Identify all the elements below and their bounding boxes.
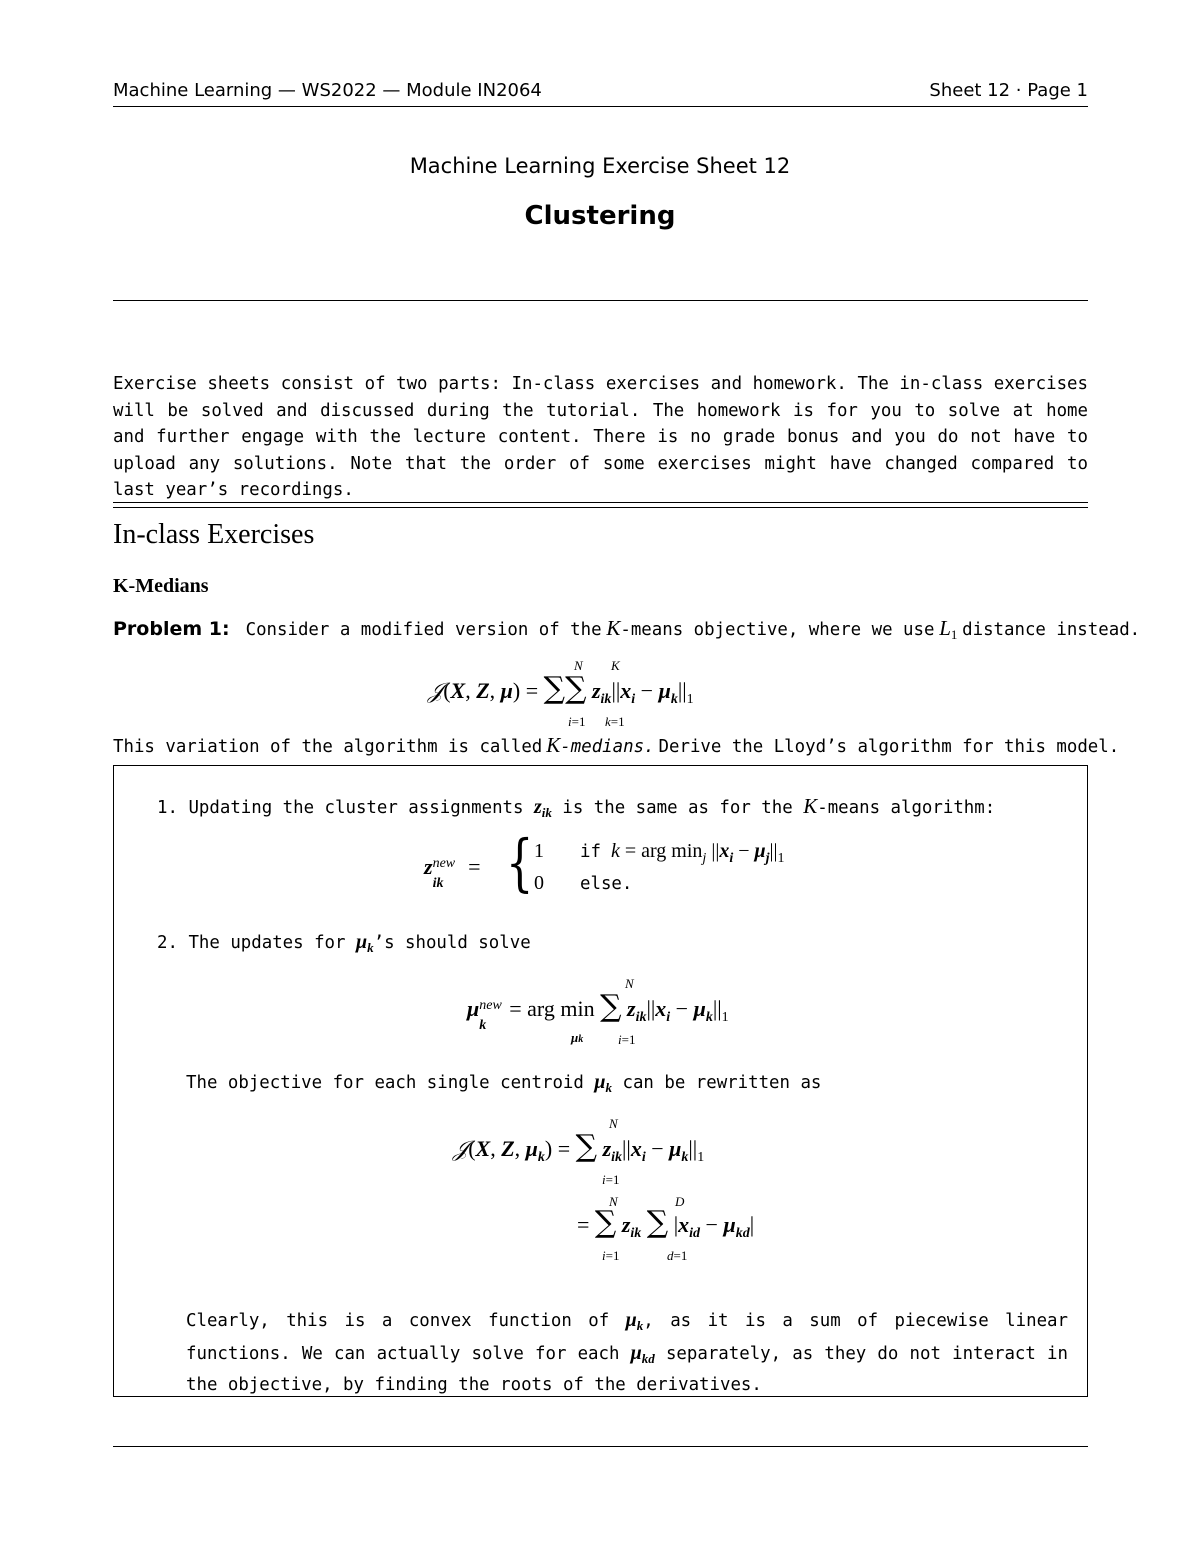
sheet-subtitle: Clustering bbox=[524, 201, 676, 231]
kmedians-after: Derive the Lloyd’s algorithm for this model. bbox=[658, 737, 1120, 757]
problem-text-after: distance instead. bbox=[962, 620, 1141, 640]
kmedians-before: This variation of the algorithm is called bbox=[113, 737, 543, 757]
double-rule-top bbox=[113, 502, 1088, 503]
sheet-title: Machine Learning Exercise Sheet 12 bbox=[409, 154, 791, 178]
item2-before: The updates for bbox=[188, 933, 346, 953]
case-one-condition: if bbox=[580, 842, 601, 862]
case-one-value: 1 bbox=[534, 840, 544, 862]
problem-label: Problem 1: bbox=[113, 618, 230, 640]
mu-update-equation: N μ new k = arg min ∑ $z_{ik}||x_i - \mu_k||_1$ μk i=1 bbox=[467, 976, 729, 1047]
section-title: In-class Exercises bbox=[113, 519, 315, 550]
item1-after-a: is the same as for the bbox=[562, 798, 793, 818]
clearly-part-4: separately, as they do not interact in the objective, by finding the bbox=[186, 1343, 1068, 1395]
problem-text-kmeans: -means objective, where we use bbox=[620, 620, 935, 640]
header-rule bbox=[113, 106, 1088, 107]
footer-rule bbox=[113, 1446, 1088, 1447]
subsection-title: K-Medians bbox=[113, 575, 209, 597]
clearly-part-2: , as it is a sum of piecewise linear functions. We can bbox=[186, 1311, 1068, 1364]
objective-sentence: The objective for each single centroid $\mu_k$ can be rewritten as bbox=[186, 1071, 822, 1095]
running-header-left: Machine Learning — WS2022 — Module IN2064 bbox=[113, 80, 542, 101]
solution-item-2: 2. The updates for $\mu_k’s$ should solve bbox=[157, 931, 531, 955]
kmedians-sentence: This variation of the algorithm is called K-medians. Derive the Lloyd’s algorithm for this model. bbox=[113, 733, 1120, 757]
clearly-part-5: roots of the derivatives. bbox=[500, 1375, 762, 1395]
objective-before: The objective for each single centroid bbox=[186, 1073, 584, 1093]
problem-statement: Problem 1: Consider a modified version of the K-means objective, where we use $L_1$ distance instead. bbox=[113, 616, 1141, 642]
item2-after: ’s should solve bbox=[373, 933, 531, 953]
problem-text-before: Consider a modified version of the bbox=[245, 620, 602, 640]
title-rule bbox=[113, 300, 1088, 301]
double-rule-bottom bbox=[113, 507, 1088, 508]
assignment-cases-equation: z new ik = { 1 if k = arg $\min_j ||x_i - \mu_j||_1$ 0 else. bbox=[424, 826, 785, 899]
item1-before: Updating the cluster assignments bbox=[188, 798, 524, 818]
case-zero-condition: else. bbox=[580, 874, 633, 894]
item2-number: 2. bbox=[157, 933, 178, 953]
solution-item-1: 1. Updating the cluster assignments $z_{ik}$ is the same as for the K-means algorithm: bbox=[157, 794, 996, 820]
rewritten-objective-equation: N 𝒥(X, Z, $\mu_k$) = ∑ $z_{ik}||x_i - \mu_k||_1$ i=1 N D = ∑ $z_{ik}$ ∑ $|x_{id} - \mu_{kd}|$ i=1 d=1 bbox=[453, 1116, 755, 1263]
item1-after-b: -means algorithm: bbox=[817, 798, 996, 818]
item1-number: 1. bbox=[157, 798, 178, 818]
clearly-part-3: actually solve for each bbox=[376, 1343, 620, 1364]
clearly-part-1: Clearly, this is a convex function of bbox=[186, 1311, 610, 1331]
clearly-paragraph: Clearly, this is a convex function of $\mu_k$, as it is a sum of piecewise linear functions. We can actually solve for each $\mu_{kd}$ separately, as they do not interact in the objective, by finding the roots of the derivatives. bbox=[186, 1309, 1068, 1395]
case-zero-value: 0 bbox=[534, 872, 544, 894]
intro-paragraph: Exercise sheets consist of two parts: In-class exercises and homework. The in-class exercises will be solved and discussed during the tutorial. The homework is for you to solve at home and further engage with the lecture content. There is no grade bonus and you do not have to upload any solutions. Note that the order of some exercises might have changed compared to last year’s recordings. bbox=[113, 374, 1088, 500]
running-header-right: Sheet 12 · Page 1 bbox=[929, 80, 1088, 101]
kmedians-italic: -medians. bbox=[560, 737, 655, 757]
objective-after: can be rewritten as bbox=[622, 1073, 822, 1093]
